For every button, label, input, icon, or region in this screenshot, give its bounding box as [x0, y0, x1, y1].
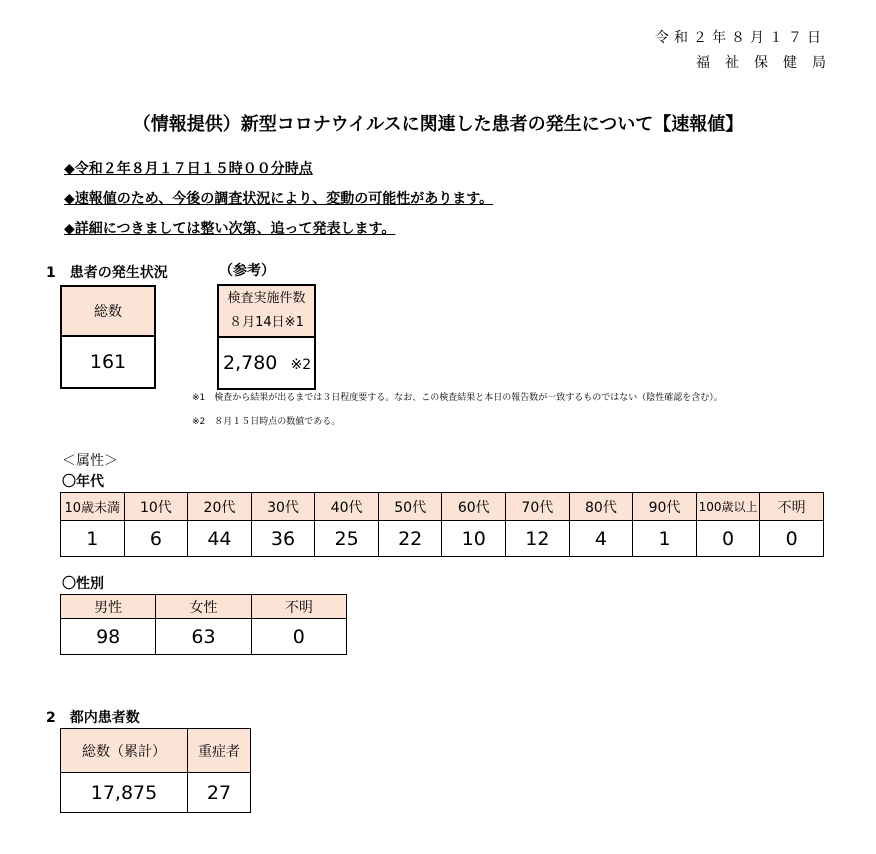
sex-value-row — [61, 619, 347, 655]
sex-table — [60, 594, 347, 655]
cumulative-table — [60, 728, 251, 813]
age-col-header: 10代 — [124, 493, 188, 521]
reference-label: （参考） — [219, 263, 275, 279]
section1-heading: 1 患者の発生状況 — [46, 265, 168, 281]
report-date: 令和２年８月１７日 — [655, 30, 826, 46]
sex-col-header: 男性 — [61, 595, 156, 619]
attributes-heading: ＜属性＞ — [62, 453, 118, 469]
age-value: 22 — [378, 521, 442, 557]
age-value: 25 — [315, 521, 379, 557]
sex-col-header: 不明 — [251, 595, 346, 619]
sex-value: 63 — [156, 619, 251, 655]
age-col-header: 20代 — [188, 493, 252, 521]
age-col-header: 50代 — [378, 493, 442, 521]
test-value-cell — [218, 337, 315, 389]
age-value: 12 — [506, 521, 570, 557]
issuing-office: 福祉保健局 — [696, 55, 841, 71]
age-col-header: 30代 — [251, 493, 315, 521]
age-value: 1 — [633, 521, 697, 557]
age-col-header: 不明 — [760, 493, 824, 521]
severe-cases-value: 27 — [188, 773, 251, 813]
test-label-line1: 検査実施件数 — [227, 291, 306, 306]
total-label: 総数 — [61, 286, 155, 336]
cumulative-value-row — [61, 773, 251, 813]
age-col-header: 90代 — [633, 493, 697, 521]
test-label — [218, 285, 315, 337]
test-value: 2,780 — [223, 352, 278, 374]
age-value: 4 — [569, 521, 633, 557]
test-label-line2: ８月14日※1 — [229, 315, 304, 330]
age-value: 44 — [188, 521, 252, 557]
age-table — [60, 492, 824, 557]
age-heading: 〇年代 — [62, 474, 104, 490]
cumulative-total-label: 総数（累計） — [61, 729, 188, 773]
age-value: 6 — [124, 521, 188, 557]
note-details: ◆詳細につきましては整い次第、追って発表します。 — [64, 221, 396, 237]
age-col-header: 70代 — [506, 493, 570, 521]
sex-header-row — [61, 595, 347, 619]
test-value-mark: ※2 — [290, 357, 312, 373]
footnote-2: ※2 ８月１５日時点の数値である。 — [192, 417, 341, 427]
severe-cases-label: 重症者 — [188, 729, 251, 773]
age-value: 0 — [696, 521, 760, 557]
sex-heading: 〇性別 — [62, 576, 104, 592]
age-col-header: 60代 — [442, 493, 506, 521]
age-col-header: 100歳以上 — [696, 493, 760, 521]
total-value: 161 — [61, 336, 155, 388]
total-cases-table — [60, 285, 156, 389]
age-value: 36 — [251, 521, 315, 557]
sex-value: 98 — [61, 619, 156, 655]
age-value: 10 — [442, 521, 506, 557]
age-col-header: 10歳未満 — [61, 493, 125, 521]
age-value: 0 — [760, 521, 824, 557]
note-timestamp: ◆令和２年８月１７日１５時００分時点 — [64, 161, 313, 177]
age-value: 1 — [61, 521, 125, 557]
note-preliminary: ◆速報値のため、今後の調査状況により、変動の可能性があります。 — [64, 191, 494, 207]
page-title: （情報提供）新型コロナウイルスに関連した患者の発生について【速報値】 — [132, 114, 744, 135]
age-value-row — [61, 521, 824, 557]
age-col-header: 80代 — [569, 493, 633, 521]
age-col-header: 40代 — [315, 493, 379, 521]
age-header-row — [61, 493, 824, 521]
cumulative-total-value: 17,875 — [61, 773, 188, 813]
cumulative-header-row — [61, 729, 251, 773]
test-count-table — [217, 284, 316, 390]
section2-heading: 2 都内患者数 — [46, 710, 140, 726]
sex-value: 0 — [251, 619, 346, 655]
sex-col-header: 女性 — [156, 595, 251, 619]
footnote-1: ※1 検査から結果が出るまでは３日程度要する。なお、この検査結果と本日の報告数が一致するものではない（陰性確認を含む）。 — [192, 393, 723, 403]
